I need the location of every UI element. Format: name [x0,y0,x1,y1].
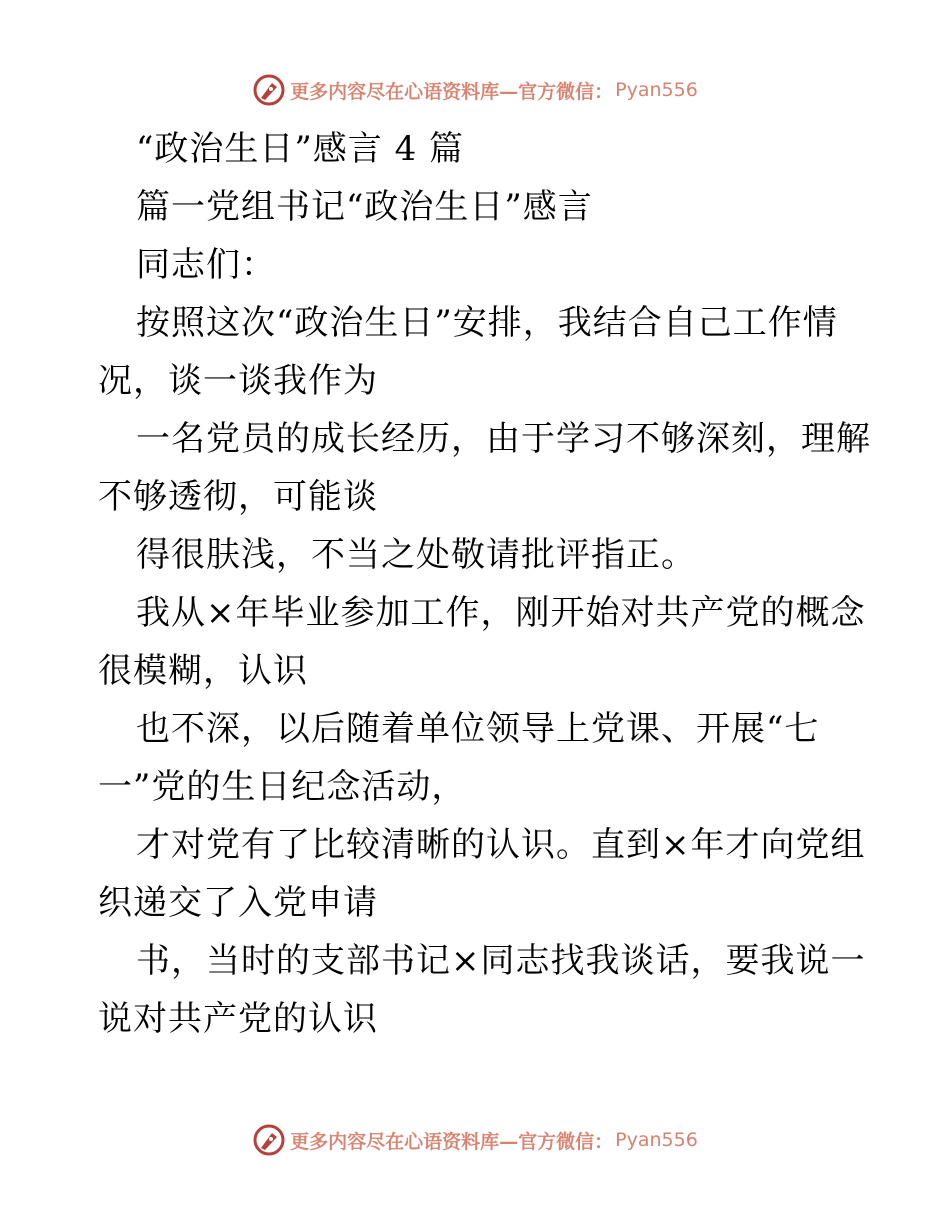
doc-line: 同志们： [136,245,276,285]
doc-line: 才对党有了比较清晰的认识。直到×年才向党组 [136,825,866,865]
doc-line: 况，谈一谈我作为 [98,361,378,401]
doc-line: 篇一党组书记“政治生日”感言 [136,187,593,227]
doc-line: 织递交了入党申请 [98,883,378,923]
doc-line: 书，当时的支部书记×同志找我谈话，要我说一 [136,941,866,981]
doc-line: 一名党员的成长经历，由于学习不够深刻，理解 [136,419,871,459]
doc-line: 说对共产党的认识 [98,999,378,1039]
header-watermark [0,70,950,110]
doc-line: 我从×年毕业参加工作，刚开始对共产党的概念 [136,593,866,633]
doc-line: 一”党的生日纪念活动， [98,767,467,807]
footer-watermark [0,1120,950,1160]
doc-line: 按照这次“政治生日”安排，我结合自己工作情 [136,303,838,343]
doc-line: 也不深，以后随着单位领导上党课、开展“七 [136,709,820,749]
watermark-wechat-id: Pyan556 [615,1129,698,1151]
watermark-text: 更多内容尽在心语资料库—官方微信： [290,1130,614,1153]
watermark-wechat-id: Pyan556 [615,79,698,101]
watermark-text: 更多内容尽在心语资料库—官方微信： [290,80,614,103]
pen-nib-logo-icon [252,73,286,107]
doc-line: 得很肤浅，不当之处敬请批评指正。 [136,535,696,575]
pen-nib-logo-icon [252,1123,286,1157]
doc-line: 不够透彻，可能谈 [98,477,378,517]
doc-line: “政治生日”感言 4 篇 [136,129,465,169]
document-body [98,120,871,1048]
doc-line: 很模糊，认识 [98,651,308,691]
